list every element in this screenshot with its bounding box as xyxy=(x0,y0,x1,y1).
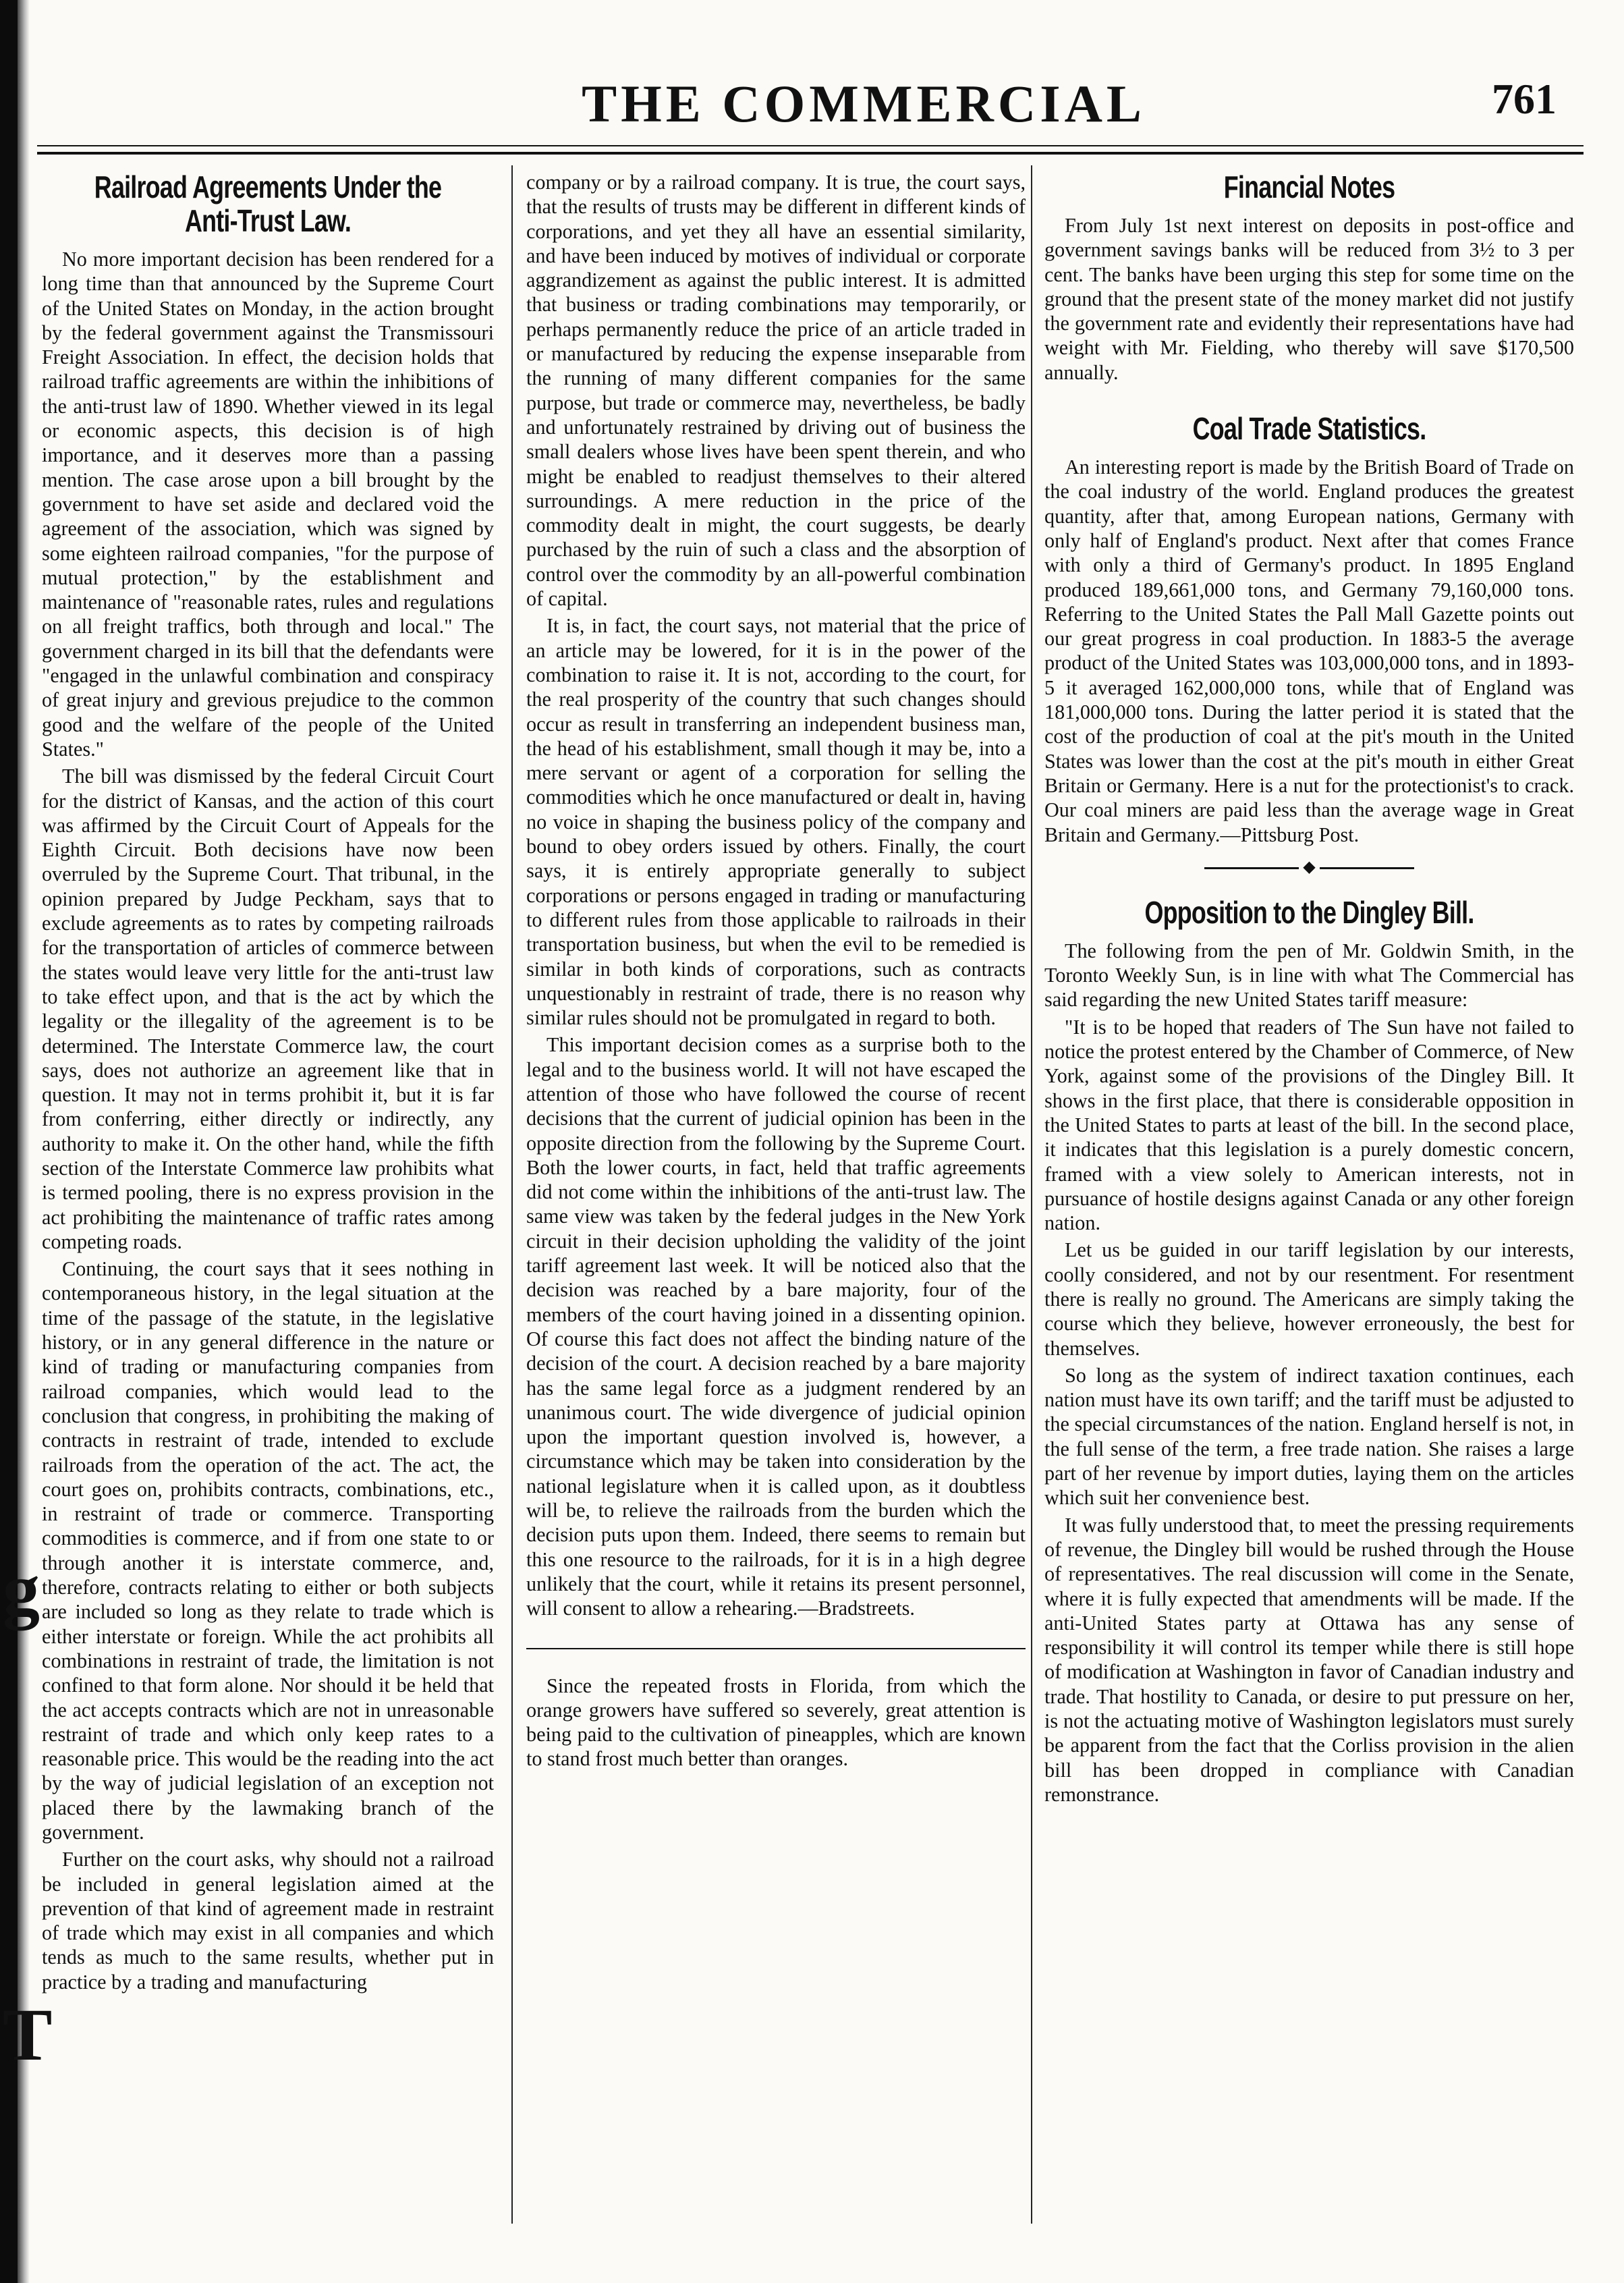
paragraph: So long as the system of indirect taxation continues, each nation must have its own tariff; and the tariff must be adjusted to the special circumstances of the nation. England herself is not, in the full sense of the term, a free trade nation. She raises a large part of her revenue by import duties, laying them on the articles which suit her convenience best. xyxy=(1044,1363,1574,1510)
page-number: 761 xyxy=(1492,75,1557,123)
binding-shadow xyxy=(18,0,30,2283)
column-3 xyxy=(1044,170,1574,2255)
paragraph: Continuing, the court says that it sees nothing in contemporaneous history, in the legal situation at the time of the passage of the statute, in the legislative history, or in any general difference in the nature or kind of trading or manufacturing companies from railroad companies, which would lead to the conclusion that congress, in prohibiting the making of contracts in restraint of trade, intended to exclude railroads from the operation of the act. The act, the court goes on, prohibits contracts, combinations, etc., in restraint of trade or commerce. Transporting commodities is commerce, and if from one state to or through another it is interstate commerce, and, therefore, contracts relating to either or both subjects are included so long as they relate to trade which is either interstate or foreign. While the act prohibits all combinations in restraint of trade, the limitation is not confined to that form alone. Nor should it be held that the act accepts contracts which are not in unreasonable restraint of trade and which only keep rates to a reasonable price. This would be the reading into the act by the way of judicial legislation of an exception not placed there by the lawmaking branch of the government. xyxy=(42,1257,494,1844)
column-rule-1 xyxy=(511,165,513,2224)
paragraph: Let us be guided in our tariff legislation by our interests, coolly considered, and not by our resentment. For resentment there is really no ground. The Americans are simply taking the course which they believe, however erroneously, the best for themselves. xyxy=(1044,1238,1574,1360)
paragraph: company or by a railroad company. It is true, the court says, that the results of trusts may be different in different kinds of corporations, and yet they all have an essential similarity, and have been induced by motives of individual or corporate aggrandizement as against the public interest. It is admitted that business or trading combinations may temporarily, or perhaps permanently reduce the price of an article traded in or manufactured by reducing the expense inseparable from the running of many different companies for the same purpose, but trade or commerce may, nevertheless, be badly and unfortunately restrained by driving out of business the small dealers whose lives have been spent therein, and who might be enabled to readjust themselves to their altered surroundings. A mere reduction in the price of the commodity dealt in might, the court suggests, be dearly purchased by the ruin of such a class and the absorption of control over the commodity by an all-powerful combination of capital. xyxy=(526,171,1026,611)
margin-letter-t: T xyxy=(3,1993,53,2076)
paragraph: It is, in fact, the court says, not material that the price of an article may be lowered, for it is in the power of the combination to raise it. It is not, according to the court, for the real prosperity of the country that such changes should occur as result in transferring an independent business man, the head of his establishment, small though it may be, into a mere servant or agent of a corporation for selling the commodities which he once manufactured or dealt in, having no voice in shaping the business policy of the company and bound to obey orders issued by others. Finally, the court says, it is entirely appropriate generally to subject corporations or persons engaged in trading or manufacturing to different rules from those applicable to railroads in their transportation business, but when the evil to be remedied is similar in both kinds of corporations, such as contracts unquestionably in restraint of trade, there is no reason why similar rules should not be promulgated in regard to both. xyxy=(526,614,1026,1030)
binding-edge xyxy=(0,0,18,2283)
paragraph: An interesting report is made by the British Board of Trade on the coal industry of the world. England produces the greatest quantity, after that, among European nations, Germany with only half of England's product. Next after that comes France with only a third of Germany's product. In 1895 England produced 189,661,000 tons, and Germany 79,160,000 tons. Referring to the United States the Pall Mall Gazette points out our great progress in coal production. In 1883-5 the average product of the United States was 103,000,000 tons, and in 1893-5 it averaged 162,000,000 tons, while that of England was 181,000,000 tons. During the latter period it is stated that the cost of the production of coal at the pit's mouth in the United States was lower than the cost at the pit's mouth in either Great Britain or Germany. Here is a nut for the protectionist's to crack. Our coal miners are paid less than the average wage in Great Britain and Germany.—Pittsburg Post. xyxy=(1044,456,1574,846)
paragraph: This important decision comes as a surprise both to the legal and to the business world. It will not have escaped the attention of those who have followed the course of recent decisions that the current of judicial opinion has been in the opposite direction from the following by the Supreme Court. Both the lower courts, in fact, held that traffic agreements did not come within the inhibitions of the anti-trust law. The same view was taken by the federal judges in the New York circuit in their decision upholding the validity of the joint tariff agreement last week. It will be noticed also that the decision was reached by a bare majority, four of the members of the court having joined in a dissenting opinion. Of course this fact does not affect the binding nature of the decision of the court. A decision reached by a bare majority has the same legal force as a judgment rendered by an unanimous court. The wide divergence of judicial opinion upon the important question involved is, however, a circumstance which may be taken into consideration by the national legislature when it is called upon, as it doubtless will be, to relieve the railroads from the burden which the decision puts upon them. Indeed, there seems to remain but this one resource to the railroads, for it is in a high degree unlikely that the court, while it retains its present personnel, will consent to allow a rehearing.—Bradstreets. xyxy=(526,1033,1026,1620)
paragraph: From July 1st next interest on deposits in post-office and government savings banks will be reduced from 3½ to 3 per cent. The banks have been urging this step for some time on the ground that the present state of the money market did not justify the government rate and evidently their representations have had weight with Mr. Fielding, who thereby will save $170,500 annually. xyxy=(1044,214,1574,384)
article-heading-dingley: Opposition to the Dingley Bill. xyxy=(1144,894,1474,930)
paragraph: "It is to be hoped that readers of The Sun have not failed to notice the protest entered by the Chamber of Commerce, of New York, against some of the provisions of the Dingley Bill. It shows in the first place, that there is considerable opposition in the United States to parts at least of the bill. In the second place, it indicates that this legislation is a purely domestic concern, framed with a view solely to American interests, not in pursuance of hostile designs against Canada or any other foreign nation. xyxy=(1044,1015,1574,1235)
paragraph: No more important decision has been rendered for a long time than that announced by the Supreme Court of the United States on Monday, in the action brought by the federal government against the Transmissouri Freight Association. In effect, the decision holds that railroad traffic agreements are within the inhibitions of the anti-trust law of 1890. Whether viewed in its legal or economic aspects, this decision is of high importance, and it deserves more than a passing mention. The case arose upon a bill brought by the government to have set aside and declared void the agreement of the association, which was signed by some eighteen railroad companies, "for the purpose of mutual protection," by the establishment and maintenance of "reasonable rates, rules and regulations on all freight traffics, both through and local." The government charged in its bill that the defendants were "engaged in the unlawful combination and conspiracy of great injury and grevious prejudice to the common good and the welfare of the people of the United States." xyxy=(42,248,494,761)
paragraph: Further on the court asks, why should not a railroad be included in general legislation aimed at the prevention of that kind of agreement made in restraint of trade which may exist in all companies and which tends as much to the same results, whether put in practice by a trading and manufacturing xyxy=(42,1848,494,1993)
article-heading-coal: Coal Trade Statistics. xyxy=(1192,411,1426,447)
column-rule-2 xyxy=(1031,165,1032,2224)
column-1 xyxy=(42,170,494,2255)
margin-letter-g: g xyxy=(3,1548,40,1630)
paragraph: It was fully understood that, to meet the pressing requirements of revenue, the Dingley bill would be rushed through the House of representatives. The real discussion will come in the Senate, where it is fully expected that amendments will be made. If the anti-United States party at Ottawa has any sense of responsibility it will control its temper while there is still hope of modification at Washington in favor of Canadian industry and trade. That hostility to Canada, or desire to put pressure on her, is not the actuating motive of Washington legislators must surely be apparent from the fact that the Corliss provision in the alien bill has been dropped in compliance with Canadian remonstrance. xyxy=(1044,1513,1574,1806)
column-2 xyxy=(526,170,1026,2255)
paragraph: The bill was dismissed by the federal Circuit Court for the district of Kansas, and the action of this court was affirmed by the Circuit Court of Appeals for the Eighth Circuit. Both decisions have now been overruled by the Supreme Court. That tribunal, in the opinion prepared by Judge Peckham, says that to exclude agreements as to rates by competing railroads for the transportation of articles of commerce between the states would leave very little for the anti-trust law to take effect upon, and that is the act by which the legality or the illegality of the agreement is to be determined. The Interstate Commerce law, the court says, does not authorize an agreement like that in question. It may not in terms prohibit it, but it is far from conferring, either directly or indirectly, any authority to make it. On the other hand, while the fifth section of the Interstate Commerce law prohibits what is termed pooling, there is no express provision in the act prohibiting the maintenance of traffic rates among competing roads. xyxy=(42,765,494,1253)
section-divider xyxy=(526,1648,1026,1649)
ornamental-rule: ◆ xyxy=(1044,859,1574,875)
header-rule xyxy=(37,145,1584,155)
paragraph-florida-note: Since the repeated frosts in Florida, from which the orange growers have suffered so severely, great attention is being paid to the cultivation of pineapples, which are known to stand frost much better than oranges. xyxy=(526,1674,1026,1771)
paragraph: The following from the pen of Mr. Goldwin Smith, in the Toronto Weekly Sun, is in line with what The Commercial has said regarding the new United States tariff measure: xyxy=(1044,939,1574,1012)
article-heading-railroad: Railroad Agreements Under the Anti-Trust Law. xyxy=(94,170,442,238)
masthead: THE COMMERCIAL xyxy=(582,74,1146,133)
article-heading-financial: Financial Notes xyxy=(1223,170,1395,204)
